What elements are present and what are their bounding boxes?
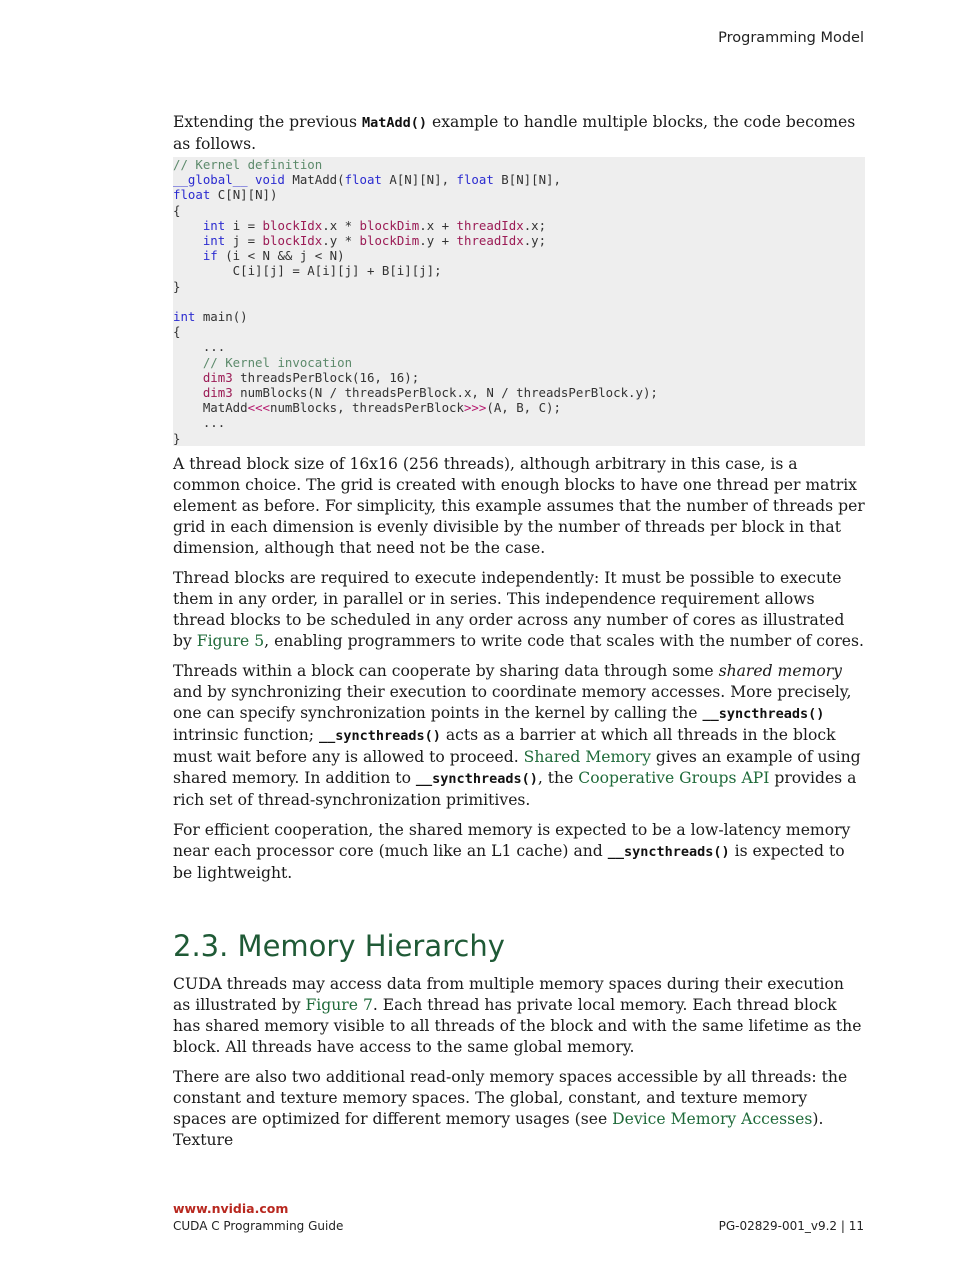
paragraph-efficient-cooperation xyxy=(173,820,865,884)
code-token: j = xyxy=(225,233,263,249)
shared-memory-link[interactable]: Shared Memory xyxy=(523,747,651,766)
code-token: main() xyxy=(195,309,248,325)
section-heading: 2.3. Memory Hierarchy xyxy=(173,928,505,963)
para3-text-2: and by synchronizing their execution to coordinate memory accesses. More precisely, one can specify synchronization points in the kernel by calling the xyxy=(173,682,852,722)
para5-text-2: . Each thread has private local memory. Each thread block has shared memory visible to all threads of the block and with the same lifetime as the block. All threads have access to the same global memory. xyxy=(173,995,862,1056)
para5-text-1: CUDA threads may access data from multiple memory spaces during their execution as illustrated by xyxy=(173,974,844,1014)
para6-text-2: ). Texture xyxy=(173,1109,824,1149)
paragraph-independence xyxy=(173,568,865,652)
code-token: numBlocks, threadsPerBlock xyxy=(270,400,464,416)
code-token: .x + xyxy=(419,217,457,233)
code-token: blockDim xyxy=(359,217,420,233)
code-token: dim3 xyxy=(202,369,233,385)
figure5-link[interactable]: Figure 5 xyxy=(196,631,265,650)
cooperative-groups-link[interactable]: Cooperative Groups API xyxy=(578,768,770,787)
code-token: { xyxy=(173,324,181,340)
code-token: .y; xyxy=(523,233,547,249)
syncthreads-code: __syncthreads() xyxy=(415,770,538,787)
code-line xyxy=(173,324,180,339)
code-token xyxy=(173,233,203,248)
para4-text-1: For efficient cooperation, the shared memory is expected to be a low-latency memory near each processor core (much like an L1 cache) and xyxy=(173,820,851,860)
code-line xyxy=(173,218,546,233)
code-line xyxy=(173,279,180,294)
code-line xyxy=(173,339,225,354)
footer-doc-id: PG-02829-001_v9.2 | 11 xyxy=(718,1219,864,1233)
code-token: >>> xyxy=(463,400,487,416)
code-token: blockIdx xyxy=(262,217,323,233)
code-token: <<< xyxy=(247,400,270,416)
device-memory-accesses-link[interactable]: Device Memory Accesses xyxy=(612,1109,813,1128)
para3-text-7: provides a rich set of thread-synchronization primitives. xyxy=(173,768,857,809)
code-token xyxy=(173,370,203,385)
para3-text-3: intrinsic function; xyxy=(173,725,319,744)
syncthreads-code: __syncthreads() xyxy=(607,843,730,860)
code-token: MatAdd( xyxy=(284,172,345,188)
code-token: .y + xyxy=(419,233,457,249)
code-token xyxy=(173,385,203,400)
code-token: ... xyxy=(173,415,226,431)
paragraph-read-only-spaces xyxy=(173,1067,865,1151)
code-token: blockIdx xyxy=(262,233,323,249)
code-token: blockDim xyxy=(359,233,420,249)
code-line xyxy=(173,400,561,415)
code-token xyxy=(173,248,203,263)
code-line xyxy=(173,203,180,218)
code-token: threadsPerBlock(16, 16); xyxy=(232,369,420,385)
code-token: dim3 xyxy=(202,385,233,401)
code-token: float xyxy=(456,172,494,188)
footer-guide-title: CUDA C Programming Guide xyxy=(173,1219,344,1233)
code-token: C[N][N]) xyxy=(210,187,278,203)
code-line xyxy=(173,187,277,202)
shared-memory-term: shared memory xyxy=(718,661,842,680)
para3-text-1: Threads within a block can cooperate by sharing data through some xyxy=(173,661,719,680)
code-token: i = xyxy=(225,217,263,233)
para3-text-5: gives an example of using shared memory. In addition to xyxy=(173,747,861,787)
code-line xyxy=(173,415,225,430)
code-token: // Kernel definition xyxy=(173,157,323,172)
para2-text-end: , enabling programmers to write code that scales with the number of cores. xyxy=(264,631,864,650)
code-token: .x * xyxy=(322,217,360,233)
code-token: float xyxy=(344,172,382,188)
code-listing xyxy=(173,157,865,446)
intro-text-after: example to handle multiple blocks, the code becomes as follows. xyxy=(173,113,856,153)
intro-inline-code: MatAdd() xyxy=(362,115,428,131)
code-token: __global__ void xyxy=(173,172,285,188)
code-token xyxy=(173,355,203,370)
code-token: } xyxy=(173,278,181,294)
code-token: A[N][N], xyxy=(381,172,457,188)
code-token: // Kernel invocation xyxy=(202,354,353,370)
code-line xyxy=(173,172,561,187)
para4-text-2: is expected to be lightweight. xyxy=(173,841,845,882)
figure7-link[interactable]: Figure 7 xyxy=(305,995,373,1014)
intro-text-before: Extending the previous xyxy=(173,113,363,131)
para3-text-4: acts as a barrier at which all threads in the block must wait before any is allowed to proceed. xyxy=(173,725,836,766)
paragraph-cooperation xyxy=(173,661,865,811)
running-header: Programming Model xyxy=(718,30,864,46)
code-token: int xyxy=(202,217,226,233)
code-token: { xyxy=(173,202,181,218)
code-token: float xyxy=(173,187,211,203)
code-token: (A, B, C); xyxy=(486,400,561,416)
code-token: } xyxy=(173,430,181,446)
code-token: int xyxy=(202,233,226,249)
code-line xyxy=(173,370,419,385)
page-body xyxy=(173,112,865,1160)
paragraph-thread-block-size: A thread block size of 16x16 (256 threads), although arbitrary in this case, is a common choice. The grid is created with enough blocks to have one thread per matrix element as before. For simplicity, this example assumes that the number of threads per grid in each dimension is evenly divisible by the number of threads per block in that dimension, although that need not be the case. xyxy=(173,454,865,557)
code-token: threadIdx xyxy=(456,217,524,233)
code-token: B[N][N], xyxy=(493,172,561,188)
code-token: .x; xyxy=(523,217,547,233)
code-token: int xyxy=(173,309,196,325)
code-token: .y * xyxy=(322,233,360,249)
code-token: numBlocks(N / threadsPerBlock.x, N / threadsPerBlock.y); xyxy=(232,385,658,401)
code-token: (i < N && j < N) xyxy=(217,248,345,264)
code-line xyxy=(173,248,345,263)
code-line xyxy=(173,233,546,248)
code-line xyxy=(173,355,352,370)
paragraph-memory-spaces xyxy=(173,974,865,1058)
code-line xyxy=(173,431,180,446)
para2-text: Thread blocks are required to execute independently: It must be possible to execute them in any order, in parallel or in series. This independence requirement allows thread blocks to be scheduled in any order across any number of cores as illustrated by xyxy=(173,568,845,650)
code-line xyxy=(173,385,658,400)
code-token: threadIdx xyxy=(456,233,524,249)
syncthreads-code: __syncthreads() xyxy=(702,705,825,722)
code-line xyxy=(173,309,248,324)
intro-paragraph xyxy=(173,112,865,155)
code-line xyxy=(173,263,442,278)
para3-text-6: , the xyxy=(537,768,579,787)
code-token: if xyxy=(202,248,218,264)
code-line xyxy=(173,157,322,172)
code-token: ... xyxy=(173,339,226,355)
code-token: MatAdd xyxy=(173,400,248,416)
footer-site-link[interactable]: www.nvidia.com xyxy=(173,1201,289,1216)
code-token: C[i][j] = A[i][j] + B[i][j]; xyxy=(173,263,442,279)
code-token xyxy=(173,218,203,233)
para6-text-1: There are also two additional read-only memory spaces accessible by all threads: the constant and texture memory spaces. The global, constant, and texture memory spaces are optimized for different memory usages (see xyxy=(173,1067,848,1128)
syncthreads-code: __syncthreads() xyxy=(318,727,441,744)
